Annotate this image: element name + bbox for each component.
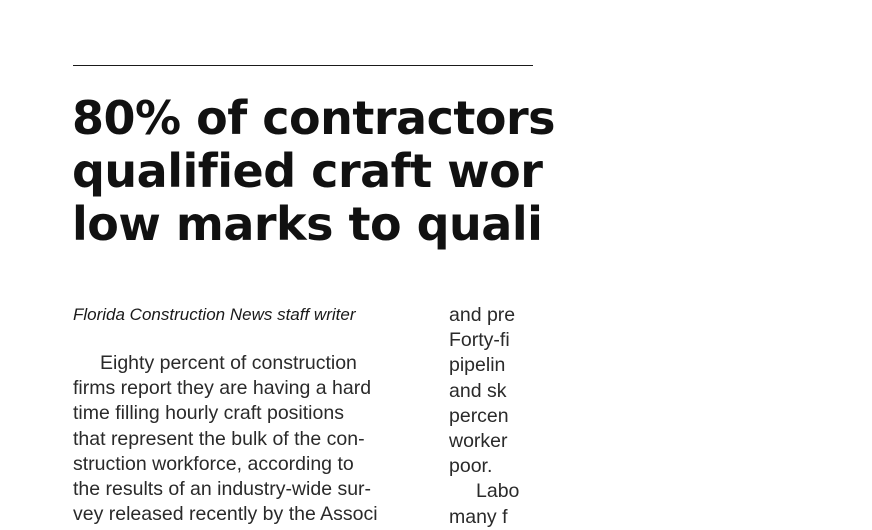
body-line: poor. <box>449 455 493 478</box>
body-column-left <box>73 351 413 527</box>
body-line: Forty-fi <box>449 329 510 352</box>
body-line: worker <box>449 430 508 453</box>
body-line: and sk <box>449 379 507 402</box>
body-line: struction workforce, according to <box>73 452 354 475</box>
byline: Florida Construction News staff writer <box>73 305 356 324</box>
body-line: many f <box>449 505 508 528</box>
body-line: percen <box>449 404 509 427</box>
headline-line: low marks to quali <box>72 197 543 251</box>
body-line: firms report they are having a hard <box>73 377 372 400</box>
body-line: that represent the bulk of the con- <box>73 427 365 450</box>
body-line: vey released recently by the Associ <box>73 503 378 526</box>
headline <box>72 92 872 251</box>
body-line: and pre <box>449 304 516 326</box>
headline-line: 80% of contractors <box>72 91 556 145</box>
top-rule <box>73 65 533 66</box>
body-line: pipelin <box>449 354 506 377</box>
body-line: time filling hourly craft positions <box>73 402 344 425</box>
body-line: Eighty percent of construction <box>100 352 357 374</box>
body-line: Labo <box>476 480 520 503</box>
body-column-right <box>449 303 649 530</box>
body-line: the results of an industry-wide sur- <box>73 478 372 501</box>
headline-line: qualified craft wor <box>72 144 543 198</box>
